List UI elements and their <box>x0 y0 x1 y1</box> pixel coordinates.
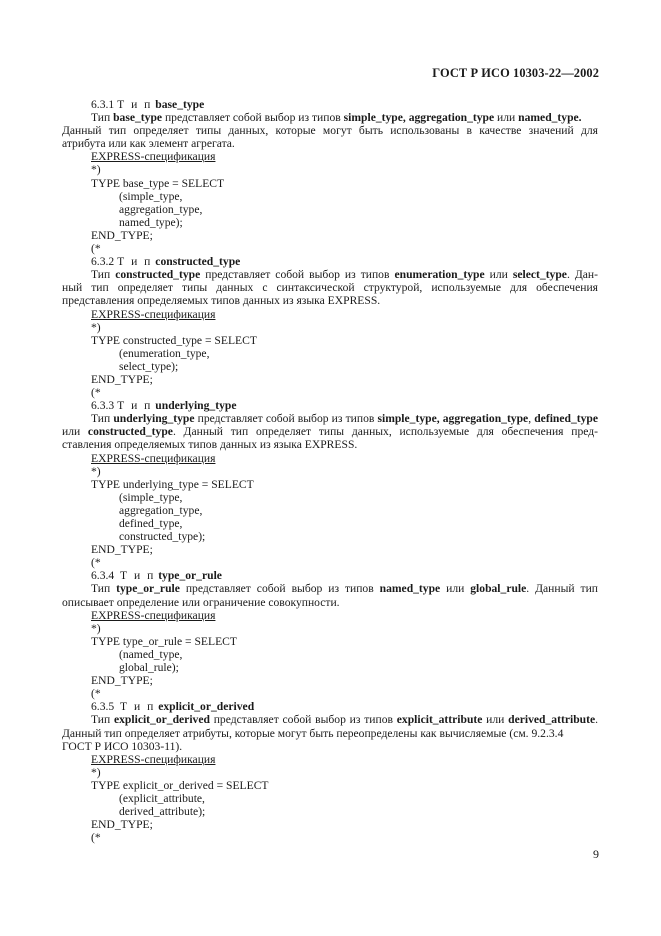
code-line: constructed_type); <box>119 530 206 544</box>
code-line: END_TYPE; <box>91 543 153 557</box>
paragraph-line: ный тип определяет типы данных с синтаксической структурой, используемые для обеспечения <box>62 281 598 295</box>
paragraph-line: ГОСТ Р ИСО 10303-11). <box>62 739 183 753</box>
express-spec-label: EXPRESS-спецификация <box>91 752 216 766</box>
express-spec-label: EXPRESS-спецификация <box>91 608 216 622</box>
code-line: aggregation_type, <box>119 503 203 517</box>
code-line: END_TYPE; <box>91 372 153 386</box>
code-line: TYPE base_type = SELECT <box>91 176 225 190</box>
section-heading: 6.3.3 Т и п underlying_type <box>91 399 237 413</box>
paragraph-line: Данный тип определяет типы данных, которые могут быть использованы в качестве значений для <box>62 124 598 138</box>
paragraph-line: Тип underlying_type представляет собой выбор из типов simple_type, aggregation_type, defined_type <box>91 412 598 426</box>
paragraph-line: Данный тип определяет атрибуты, которые могут быть переопределены как вычисляемые (см. 9.2.3.4 <box>62 726 564 740</box>
code-line: (* <box>91 687 101 701</box>
express-spec-label: EXPRESS-спецификация <box>91 150 216 164</box>
code-line: (* <box>91 386 101 400</box>
section-heading: 6.3.2 Т и п constructed_type <box>91 255 241 269</box>
document-body <box>62 98 598 844</box>
code-line: (named_type, <box>119 647 183 661</box>
express-spec-label: EXPRESS-спецификация <box>91 307 216 321</box>
code-line: TYPE underlying_type = SELECT <box>91 477 254 491</box>
code-line: TYPE type_or_rule = SELECT <box>91 634 237 648</box>
code-line: global_rule); <box>119 661 179 675</box>
paragraph-line: Тип base_type представляет собой выбор из типов simple_type, aggregation_type или named_type. <box>91 111 582 125</box>
code-line: named_type); <box>119 215 183 229</box>
page-number: 9 <box>593 847 599 861</box>
express-spec-label: EXPRESS-спецификация <box>91 451 216 465</box>
paragraph-line: атрибута или как элемент агрегата. <box>62 137 235 151</box>
code-line: (* <box>91 556 101 570</box>
section-heading: 6.3.4 Т и п type_or_rule <box>91 569 222 583</box>
code-line: *) <box>91 163 101 177</box>
section-heading: 6.3.1 Т и п base_type <box>91 98 205 111</box>
code-line: (simple_type, <box>119 490 183 504</box>
paragraph-line: или constructed_type. Данный тип определяет типы данных, используемые для обеспечения пред- <box>62 425 598 439</box>
code-line: (enumeration_type, <box>119 346 210 360</box>
code-line: *) <box>91 320 101 334</box>
code-line: (* <box>91 831 101 845</box>
code-line: aggregation_type, <box>119 202 203 216</box>
paragraph-line: Тип constructed_type представляет собой выбор из типов enumeration_type или select_type. Дан- <box>91 268 598 282</box>
document-header: ГОСТ Р ИСО 10303-22—2002 <box>432 66 599 80</box>
code-line: TYPE explicit_or_derived = SELECT <box>91 778 269 792</box>
paragraph-line: Тип type_or_rule представляет собой выбор из типов named_type или global_rule. Данный тип <box>91 582 598 596</box>
code-line: (simple_type, <box>119 189 183 203</box>
code-line: END_TYPE; <box>91 818 153 832</box>
paragraph-line: Тип explicit_or_derived представляет собой выбор из типов explicit_attribute или derived_attribute. <box>91 713 598 727</box>
section-heading: 6.3.5 Т и п explicit_or_derived <box>91 700 255 714</box>
code-line: *) <box>91 621 101 635</box>
code-line: (* <box>91 242 101 256</box>
code-line: END_TYPE; <box>91 674 153 688</box>
code-line: *) <box>91 765 101 779</box>
paragraph-line: описывает определение или ограничение совокупности. <box>62 595 340 609</box>
code-line: TYPE constructed_type = SELECT <box>91 333 257 347</box>
paragraph-line: представления определяемых типов данных из языка EXPRESS. <box>62 294 381 308</box>
code-line: (explicit_attribute, <box>119 791 205 805</box>
code-line: select_type); <box>119 359 179 373</box>
code-line: derived_attribute); <box>119 805 206 819</box>
paragraph-line: ставления определяемых типов данных из языка EXPRESS. <box>62 438 358 452</box>
code-line: END_TYPE; <box>91 228 153 242</box>
code-line: *) <box>91 464 101 478</box>
code-line: defined_type, <box>119 517 183 530</box>
